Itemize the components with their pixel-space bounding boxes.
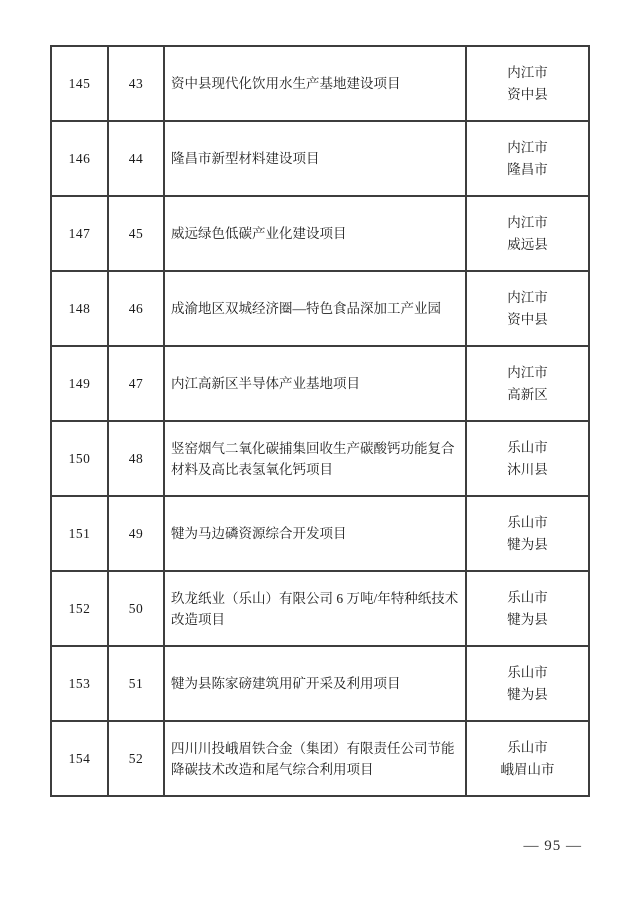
table-row bbox=[51, 346, 589, 421]
location-city: 乐山市 bbox=[507, 514, 548, 530]
overall-number-cell: 151 bbox=[51, 496, 108, 571]
location-district: 犍为县 bbox=[507, 686, 548, 702]
location-cell bbox=[466, 46, 589, 121]
overall-number-cell: 154 bbox=[51, 721, 108, 796]
location-city: 乐山市 bbox=[507, 664, 548, 680]
sequence-number-cell: 46 bbox=[108, 271, 164, 346]
location-city: 内江市 bbox=[507, 214, 548, 230]
location-city: 乐山市 bbox=[507, 589, 548, 605]
location-cell bbox=[466, 121, 589, 196]
location-district: 高新区 bbox=[507, 386, 548, 402]
sequence-number-cell: 51 bbox=[108, 646, 164, 721]
location-district: 沐川县 bbox=[507, 461, 548, 477]
location-city: 乐山市 bbox=[507, 439, 548, 455]
table-row bbox=[51, 196, 589, 271]
project-name-cell: 犍为马边磷资源综合开发项目 bbox=[164, 496, 466, 571]
table-row bbox=[51, 421, 589, 496]
sequence-number-cell: 48 bbox=[108, 421, 164, 496]
location-cell bbox=[466, 196, 589, 271]
project-name-cell: 内江高新区半导体产业基地项目 bbox=[164, 346, 466, 421]
project-table bbox=[50, 45, 590, 797]
table-row bbox=[51, 271, 589, 346]
location-city: 内江市 bbox=[507, 289, 548, 305]
sequence-number-cell: 49 bbox=[108, 496, 164, 571]
location-cell bbox=[466, 646, 589, 721]
location-city: 内江市 bbox=[507, 364, 548, 380]
project-name-cell: 犍为县陈家磅建筑用矿开采及利用项目 bbox=[164, 646, 466, 721]
location-district: 资中县 bbox=[507, 86, 548, 102]
sequence-number-cell: 45 bbox=[108, 196, 164, 271]
table-row bbox=[51, 496, 589, 571]
overall-number-cell: 153 bbox=[51, 646, 108, 721]
location-cell bbox=[466, 421, 589, 496]
project-name-cell: 竖窑烟气二氧化碳捕集回收生产碳酸钙功能复合材料及高比表氢氧化钙项目 bbox=[164, 421, 466, 496]
sequence-number-cell: 44 bbox=[108, 121, 164, 196]
table-row bbox=[51, 646, 589, 721]
project-name-cell: 威远绿色低碳产业化建设项目 bbox=[164, 196, 466, 271]
location-cell bbox=[466, 571, 589, 646]
location-cell bbox=[466, 496, 589, 571]
project-name-cell: 成渝地区双城经济圈—特色食品深加工产业园 bbox=[164, 271, 466, 346]
location-cell bbox=[466, 721, 589, 796]
location-district: 犍为县 bbox=[507, 611, 548, 627]
location-district: 资中县 bbox=[507, 311, 548, 327]
overall-number-cell: 149 bbox=[51, 346, 108, 421]
overall-number-cell: 146 bbox=[51, 121, 108, 196]
location-district: 犍为县 bbox=[507, 536, 548, 552]
overall-number-cell: 152 bbox=[51, 571, 108, 646]
sequence-number-cell: 47 bbox=[108, 346, 164, 421]
sequence-number-cell: 43 bbox=[108, 46, 164, 121]
project-name-cell: 隆昌市新型材料建设项目 bbox=[164, 121, 466, 196]
table-row bbox=[51, 571, 589, 646]
location-district: 隆昌市 bbox=[507, 161, 548, 177]
sequence-number-cell: 50 bbox=[108, 571, 164, 646]
location-city: 内江市 bbox=[507, 64, 548, 80]
overall-number-cell: 145 bbox=[51, 46, 108, 121]
overall-number-cell: 147 bbox=[51, 196, 108, 271]
location-cell bbox=[466, 271, 589, 346]
overall-number-cell: 150 bbox=[51, 421, 108, 496]
location-city: 乐山市 bbox=[507, 739, 548, 755]
location-district: 峨眉山市 bbox=[500, 761, 555, 777]
project-name-cell: 玖龙纸业（乐山）有限公司 6 万吨/年特种纸技术改造项目 bbox=[164, 571, 466, 646]
table-row bbox=[51, 46, 589, 121]
project-name-cell: 四川川投峨眉铁合金（集团）有限责任公司节能降碳技术改造和尾气综合利用项目 bbox=[164, 721, 466, 796]
location-cell bbox=[466, 346, 589, 421]
sequence-number-cell: 52 bbox=[108, 721, 164, 796]
location-district: 威远县 bbox=[507, 236, 548, 252]
page-number: — 95 — bbox=[523, 838, 582, 854]
overall-number-cell: 148 bbox=[51, 271, 108, 346]
location-city: 内江市 bbox=[507, 139, 548, 155]
table-row bbox=[51, 721, 589, 796]
table-row bbox=[51, 121, 589, 196]
project-name-cell: 资中县现代化饮用水生产基地建设项目 bbox=[164, 46, 466, 121]
